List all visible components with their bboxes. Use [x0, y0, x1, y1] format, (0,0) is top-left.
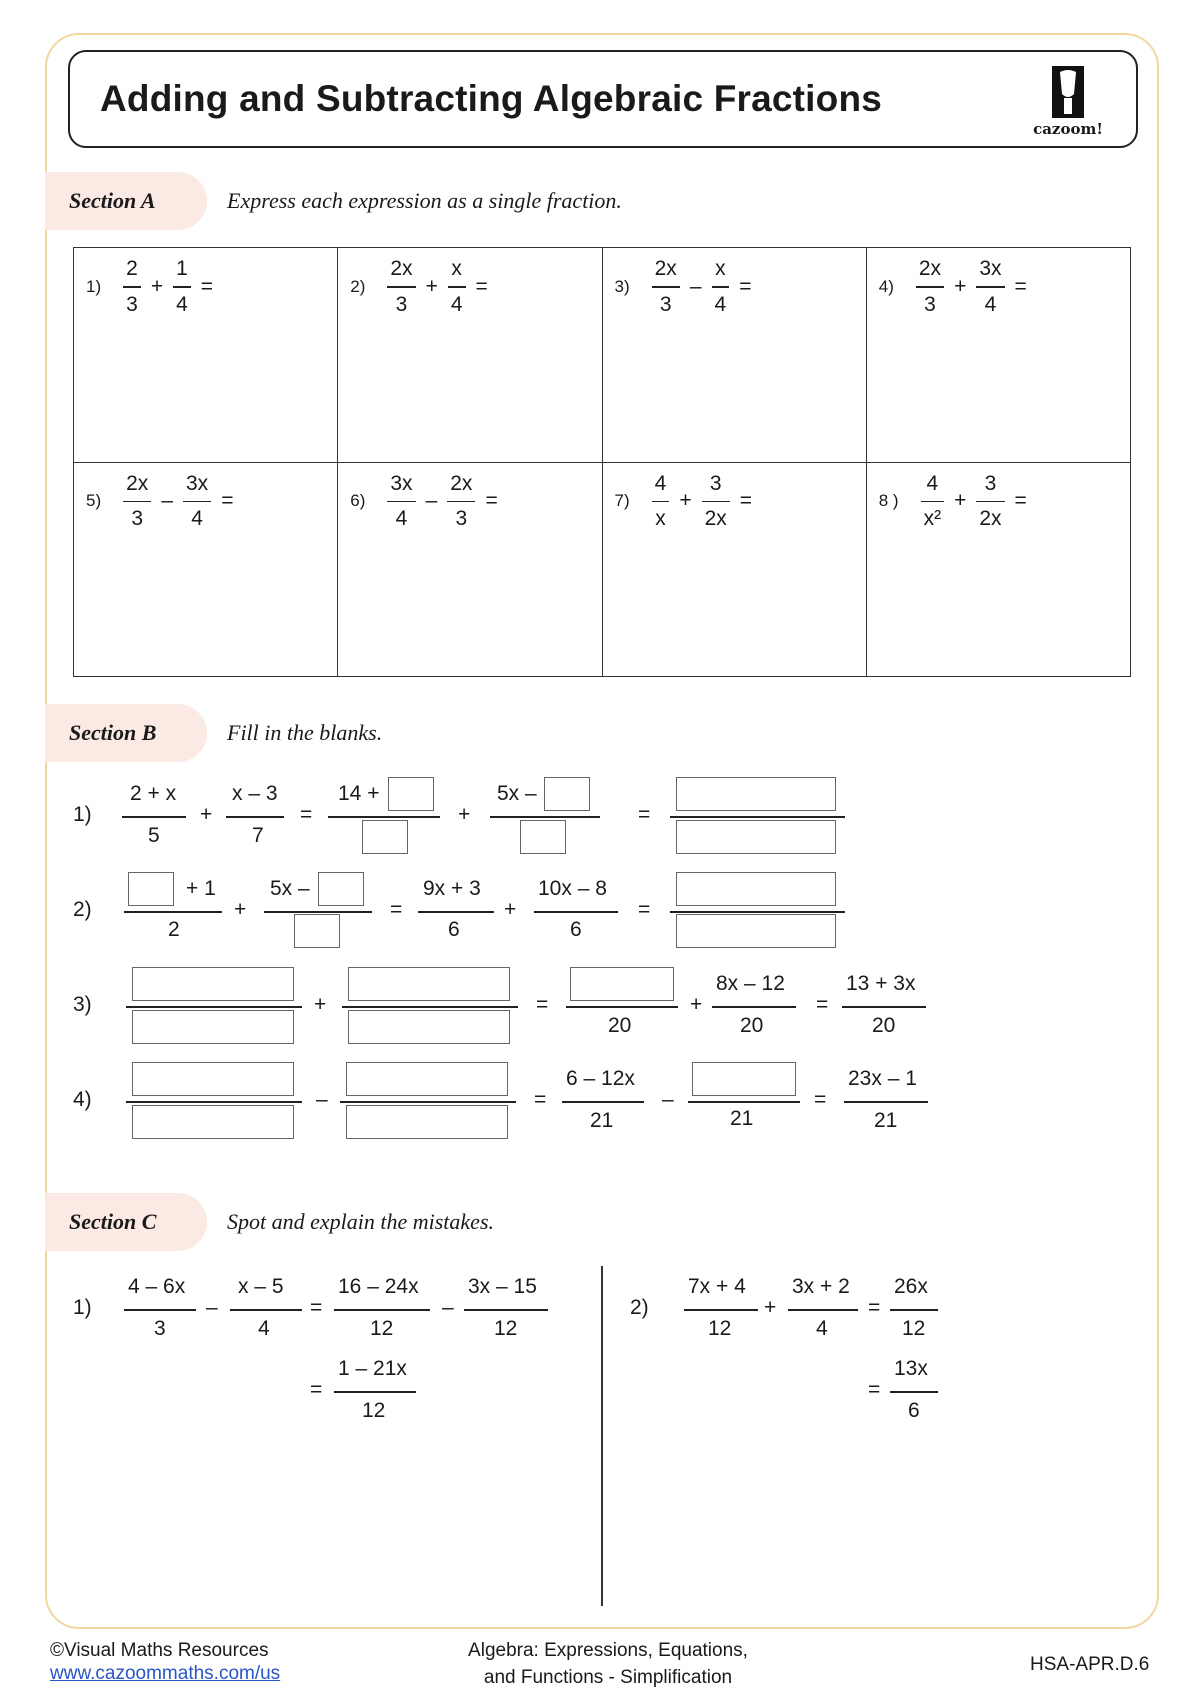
denominator: 3	[154, 1317, 166, 1340]
logo-text: cazoom!	[1033, 120, 1103, 138]
equals: =	[816, 993, 829, 1016]
denominator: 3	[395, 292, 408, 316]
fraction-bar	[173, 286, 191, 288]
numerator: 4	[926, 471, 939, 495]
title-box	[68, 50, 1138, 148]
equals: =	[300, 803, 313, 826]
operator: –	[442, 1296, 454, 1319]
question-number: 6)	[350, 491, 366, 511]
numerator: 2 + x	[130, 782, 177, 805]
fraction-bar	[890, 1309, 938, 1311]
fraction-bar	[712, 286, 730, 288]
equals: =	[638, 898, 651, 921]
numerator: 5x –	[497, 782, 537, 805]
question-cell[interactable]	[866, 462, 1130, 677]
fraction-bar	[976, 501, 1004, 503]
fraction-bar	[387, 286, 415, 288]
fraction-bar	[340, 1101, 516, 1103]
fraction	[447, 471, 475, 533]
fraction-bar	[464, 1309, 548, 1311]
question-number: 3)	[73, 993, 92, 1016]
operator: –	[161, 489, 173, 513]
fraction-bar	[448, 286, 466, 288]
question-cell[interactable]	[602, 462, 866, 677]
question-number: 4)	[73, 1088, 92, 1111]
fraction-bar	[490, 816, 600, 818]
equals: =	[638, 803, 651, 826]
fraction	[652, 256, 680, 318]
question-number: 2)	[630, 1296, 649, 1319]
section-b-instruction: Fill in the blanks.	[227, 720, 383, 745]
fraction	[387, 471, 415, 533]
answer-blank[interactable]	[388, 777, 434, 811]
operator: –	[689, 274, 702, 298]
denominator: 12	[902, 1317, 926, 1340]
question-cell[interactable]	[338, 248, 602, 463]
numerator: x – 3	[232, 782, 278, 805]
page-title: Adding and Subtracting Algebraic Fractions	[100, 78, 883, 119]
answer-blank[interactable]	[346, 1062, 508, 1096]
numerator: 26x	[894, 1275, 928, 1298]
fraction	[448, 256, 466, 318]
section-c-tab	[45, 1193, 207, 1251]
question-expression	[615, 471, 757, 533]
question-expression	[86, 256, 217, 318]
numerator: 1 – 21x	[338, 1357, 407, 1380]
operator: +	[764, 1296, 777, 1319]
question-number: 5)	[86, 491, 102, 511]
equals: =	[1014, 274, 1027, 298]
fraction-bar	[264, 911, 372, 913]
operator: +	[954, 489, 967, 513]
section-c-instruction: Spot and explain the mistakes.	[227, 1209, 495, 1234]
fraction-bar	[447, 501, 475, 503]
fraction-bar	[122, 816, 186, 818]
footer-topic-line2: and Functions - Simplification	[483, 1667, 733, 1688]
fraction-bar	[712, 1006, 796, 1008]
equals: =	[485, 489, 498, 513]
fraction	[921, 471, 945, 533]
fraction-bar	[123, 501, 151, 503]
denominator: 21	[590, 1109, 614, 1132]
fraction-bar	[976, 286, 1004, 288]
equals: =	[868, 1296, 881, 1319]
denominator: 6	[570, 918, 582, 941]
numerator: 16 – 24x	[338, 1275, 419, 1298]
question-cell[interactable]	[866, 248, 1130, 463]
question-cell[interactable]	[602, 248, 866, 463]
question-number: 7)	[614, 491, 630, 511]
question-number: 8 )	[878, 491, 899, 511]
answer-blank[interactable]	[132, 1062, 294, 1096]
answer-blank[interactable]	[132, 1010, 294, 1044]
operator: +	[234, 898, 247, 921]
footer-topic-line1: Algebra: Expressions, Equations,	[468, 1640, 748, 1661]
fraction-bar	[921, 501, 945, 503]
question-expression	[86, 471, 237, 533]
numerator: 3x	[390, 471, 413, 495]
numerator: 7x + 4	[688, 1275, 746, 1298]
section-a-grid	[73, 247, 1131, 677]
answer-blank[interactable]	[676, 777, 836, 811]
question-number: 2)	[350, 276, 366, 296]
denominator: 2	[168, 918, 180, 941]
section-a-instruction: Express each expression as a single fraction.	[227, 188, 622, 213]
question-cell[interactable]	[74, 248, 338, 463]
question-expression	[879, 471, 1031, 533]
operator: +	[314, 993, 327, 1016]
equals: =	[739, 489, 753, 513]
answer-blank[interactable]	[570, 967, 674, 1001]
operator: +	[679, 489, 692, 513]
numerator: 13 + 3x	[846, 972, 916, 995]
fraction	[183, 471, 211, 533]
question-cell[interactable]	[74, 462, 338, 677]
fraction-bar	[334, 1391, 416, 1393]
fraction-bar	[702, 501, 730, 503]
fraction	[173, 256, 191, 318]
numerator: 2x	[390, 257, 413, 280]
denominator: 4	[395, 507, 408, 530]
numerator: 10x – 8	[538, 877, 607, 900]
denominator: 5	[148, 824, 160, 847]
fraction	[976, 256, 1004, 318]
operator: –	[316, 1088, 328, 1111]
fraction	[123, 256, 141, 318]
numerator: 3x	[979, 257, 1002, 280]
denominator: 12	[370, 1317, 394, 1340]
operator: –	[206, 1296, 218, 1319]
numerator: 4 – 6x	[128, 1275, 186, 1298]
fraction-bar	[562, 1101, 644, 1103]
fraction-bar	[652, 286, 680, 288]
operator: +	[425, 274, 438, 298]
numerator: 23x – 1	[848, 1067, 917, 1090]
fraction-bar	[688, 1101, 800, 1103]
fraction	[712, 256, 730, 318]
equals: =	[868, 1378, 881, 1401]
answer-blank[interactable]	[294, 914, 340, 948]
equals: =	[814, 1088, 827, 1111]
footer-copyright: ©Visual Maths Resources	[50, 1640, 269, 1661]
cazoom-logo	[1022, 64, 1114, 138]
question-expression	[615, 256, 756, 318]
denominator: 4	[984, 292, 997, 316]
denominator: 4	[450, 292, 463, 316]
denominator: 21	[730, 1107, 754, 1130]
fraction-bar	[123, 286, 141, 288]
question-number: 4)	[878, 276, 894, 296]
answer-blank[interactable]	[346, 1105, 508, 1139]
denominator: 3	[455, 507, 468, 530]
section-b-label: Section B	[69, 720, 157, 745]
equals: =	[536, 993, 549, 1016]
denominator: 20	[872, 1014, 896, 1037]
question-cell[interactable]	[338, 462, 602, 677]
fraction-bar	[418, 911, 494, 913]
fraction-bar	[387, 501, 415, 503]
fraction-bar	[842, 1006, 926, 1008]
fraction	[702, 471, 730, 533]
operator: –	[662, 1088, 674, 1111]
operator: +	[200, 803, 213, 826]
question-number: 1)	[73, 803, 92, 826]
denominator: 4	[191, 507, 203, 530]
fraction-bar	[844, 1101, 928, 1103]
answer-blank[interactable]	[128, 872, 174, 906]
numerator: 3x + 2	[792, 1275, 850, 1298]
section-c-label: Section C	[69, 1209, 157, 1234]
logo-icon	[1022, 64, 1114, 120]
numerator: 1	[176, 257, 188, 280]
fraction-bar	[566, 1006, 678, 1008]
answer-blank[interactable]	[318, 872, 364, 906]
numerator: 3x – 15	[468, 1275, 537, 1298]
numerator: + 1	[186, 877, 216, 900]
fraction-bar	[328, 816, 440, 818]
fraction-bar	[342, 1006, 518, 1008]
fraction	[916, 256, 944, 318]
fraction-bar	[890, 1391, 938, 1393]
numerator: 9x + 3	[423, 877, 481, 900]
answer-blank[interactable]	[676, 820, 836, 854]
denominator: 12	[494, 1317, 518, 1340]
fraction-bar	[126, 1101, 302, 1103]
section-a-tab	[45, 172, 207, 230]
numerator: x	[451, 257, 462, 280]
fraction-bar	[788, 1309, 858, 1311]
denominator: 20	[740, 1014, 764, 1037]
denominator: x²	[923, 507, 942, 530]
denominator: 4	[258, 1317, 270, 1340]
footer-link[interactable]: www.cazoommaths.com/us	[50, 1663, 281, 1684]
denominator: 2x	[704, 507, 727, 530]
fraction	[652, 471, 670, 533]
numerator: 3	[984, 471, 997, 495]
fraction-bar	[534, 911, 618, 913]
answer-blank[interactable]	[132, 967, 294, 1001]
answer-blank[interactable]	[348, 967, 510, 1001]
equals: =	[200, 274, 214, 298]
numerator: x – 5	[238, 1275, 284, 1298]
numerator: 2	[126, 257, 138, 280]
operator: +	[504, 898, 517, 921]
fraction	[387, 256, 415, 318]
numerator: 14 +	[338, 782, 380, 805]
question-number: 2)	[73, 898, 92, 921]
denominator: 7	[252, 824, 264, 847]
answer-blank[interactable]	[692, 1062, 796, 1096]
denominator: 6	[908, 1399, 920, 1422]
denominator: x	[655, 507, 666, 530]
question-number: 3)	[614, 276, 630, 296]
denominator: 4	[714, 292, 727, 316]
question-expression	[350, 471, 501, 533]
fraction-bar	[334, 1309, 430, 1311]
equals: =	[310, 1296, 323, 1319]
operator: +	[458, 803, 471, 826]
fraction-bar	[124, 911, 222, 913]
denominator: 4	[176, 292, 188, 316]
answer-blank[interactable]	[544, 777, 590, 811]
footer-standard-code: HSA-APR.D.6	[1030, 1654, 1150, 1675]
fraction-bar	[124, 1309, 196, 1311]
numerator: 2x	[654, 257, 677, 280]
operator: +	[150, 274, 164, 298]
denominator: 3	[131, 507, 144, 530]
fraction-bar	[684, 1309, 758, 1311]
denominator: 12	[362, 1399, 386, 1422]
answer-blank[interactable]	[520, 820, 566, 854]
fraction-bar	[226, 816, 284, 818]
denominator: 3	[659, 292, 672, 316]
question-number: 1)	[73, 1296, 92, 1319]
equals: =	[739, 274, 752, 298]
question-expression	[350, 256, 492, 318]
fraction-bar	[230, 1309, 302, 1311]
equals: =	[534, 1088, 547, 1111]
denominator: 3	[126, 292, 138, 316]
fraction-bar	[126, 1006, 302, 1008]
equals: =	[475, 274, 488, 298]
numerator: x	[715, 257, 726, 280]
operator: +	[954, 274, 967, 298]
column-divider	[601, 1266, 603, 1606]
answer-blank[interactable]	[676, 914, 836, 948]
denominator: 21	[874, 1109, 898, 1132]
numerator: 5x –	[270, 877, 310, 900]
numerator: 2x	[918, 257, 942, 280]
fraction-bar	[916, 286, 944, 288]
fraction-bar	[652, 501, 670, 503]
numerator: 3	[709, 471, 722, 495]
fraction-bar	[670, 911, 845, 913]
answer-blank[interactable]	[362, 820, 408, 854]
denominator: 6	[448, 918, 460, 941]
numerator: 4	[654, 471, 667, 495]
answer-blank[interactable]	[348, 1010, 510, 1044]
equals: =	[221, 489, 234, 513]
denominator: 12	[708, 1317, 732, 1340]
numerator: 6 – 12x	[566, 1067, 635, 1090]
numerator: 2x	[450, 471, 473, 495]
question-expression	[879, 256, 1031, 318]
denominator: 3	[924, 292, 936, 316]
denominator: 4	[816, 1317, 828, 1340]
section-b-tab	[45, 704, 207, 762]
numerator: 2x	[126, 471, 149, 495]
denominator: 20	[608, 1014, 632, 1037]
equals: =	[310, 1378, 323, 1401]
operator: +	[690, 993, 703, 1016]
answer-blank[interactable]	[132, 1105, 294, 1139]
fraction-bar	[670, 816, 845, 818]
numerator: 13x	[894, 1357, 928, 1380]
fraction	[123, 471, 151, 533]
fraction	[976, 471, 1004, 533]
denominator: 2x	[979, 507, 1002, 530]
answer-blank[interactable]	[676, 872, 836, 906]
operator: –	[425, 489, 438, 513]
question-number: 1)	[86, 276, 102, 296]
fraction-bar	[183, 501, 211, 503]
section-a-label: Section A	[69, 188, 156, 213]
numerator: 8x – 12	[716, 972, 785, 995]
equals: =	[390, 898, 403, 921]
equals: =	[1014, 489, 1027, 513]
numerator: 3x	[186, 471, 209, 495]
